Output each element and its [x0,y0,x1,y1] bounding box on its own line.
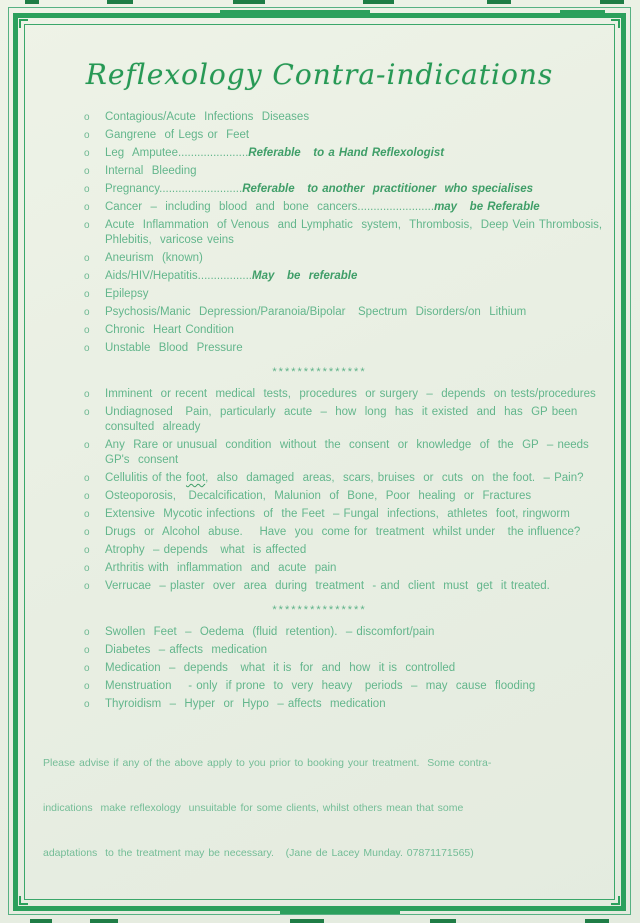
footer-note [43,726,583,891]
bullet-marker: o [84,148,90,159]
section-separator: *************** [272,366,367,378]
bullet-marker: o [84,271,90,282]
bullet-marker: o [84,389,90,400]
list-item-text: Diabetes – affects medication [105,644,268,656]
page-title: Reflexology Contra-indications [85,58,554,91]
page-content [26,25,613,899]
bullet-marker: o [84,184,90,195]
list-item [84,579,607,594]
list-item-text: Atrophy – depends what is affected [105,544,307,556]
border-tab [290,919,324,923]
list-item-text: Internal Bleeding [105,165,197,177]
list-item [84,525,607,540]
bullet-marker: o [84,407,90,418]
bullet-marker: o [84,627,90,638]
border-bump [280,910,400,914]
list-item [84,305,607,320]
contraindications-list-adaptations [84,625,607,712]
list-item-text: Unstable Blood Pressure [105,342,243,354]
list-item [84,661,607,676]
list-item [84,507,607,522]
list-item-text: Epilepsy [105,288,149,300]
list-item-text: Acute Inflammation of Venous and Lymphatic system, Thrombosis, Deep Vein Thrombosis, Phlebitis, varicose veins [105,219,611,246]
border-bump [220,10,370,14]
list-item [84,269,607,284]
list-item-text: Leg Amputee......................Referable to a Hand Reflexologist [105,147,445,159]
bullet-marker: o [84,663,90,674]
border-tab [30,919,52,923]
list-item-text: Cancer – including blood and bone cancers........................may be Referable [105,201,540,213]
list-item [84,200,607,215]
list-item [84,128,607,143]
list-item [84,543,607,558]
border-tab [430,919,456,923]
list-item [84,218,611,248]
list-item [84,251,607,266]
list-item-text: Medication – depends what it is for and how it is controlled [105,662,456,674]
border-tab [600,0,624,4]
list-item [84,489,607,504]
bullet-marker: o [84,220,90,231]
bullet-marker: o [84,130,90,141]
list-item [84,164,607,179]
border-tab [233,0,265,4]
bullet-marker: o [84,527,90,538]
contraindications-list-absolute [84,110,611,356]
list-item-text: Aneurism (known) [105,252,203,264]
list-item [84,679,607,694]
border-tab [107,0,133,4]
list-item-text: Thyroidism – Hyper or Hypo – affects medication [105,698,386,710]
bullet-marker: o [84,509,90,520]
list-item-text: Contagious/Acute Infections Diseases [105,111,310,123]
list-item [84,438,607,468]
bullet-marker: o [84,473,90,484]
border-bump [560,10,605,14]
footer-line: Please advise if any of the above apply to you prior to booking your treatment. Some contra- [43,757,492,769]
list-item [84,110,607,125]
list-item [84,625,607,640]
bullet-marker: o [84,112,90,123]
list-item [84,697,607,712]
list-item-text: Aids/HIV/Hepatitis.................May be referable [105,270,358,282]
list-item-text: Menstruation - only if prone to very heavy periods – may cause flooding [105,680,536,692]
list-item [84,323,607,338]
list-item [84,182,607,197]
bullet-marker: o [84,645,90,656]
bullet-marker: o [84,289,90,300]
footer-line: adaptations to the treatment may be necessary. (Jane de Lacey Munday. 07871171565) [43,847,474,859]
list-item [84,287,607,302]
list-item-text: Cellulitis of the foot, also damaged areas, scars, bruises or cuts on the foot. – Pain? [105,472,584,484]
list-item-text: Imminent or recent medical tests, procedures or surgery – depends on tests/procedures [105,388,596,400]
list-item-text: Extensive Mycotic infections of the Feet – Fungal infections, athletes foot, ringworm [105,508,570,520]
list-item [84,561,607,576]
list-item-text: Arthritis with inflammation and acute pain [105,562,337,574]
bullet-marker: o [84,253,90,264]
list-item-text: Drugs or Alcohol abuse. Have you come for treatment whilst under the influence? [105,526,581,538]
bullet-marker: o [84,699,90,710]
bullet-marker: o [84,681,90,692]
bullet-marker: o [84,440,90,451]
border-tab [363,0,394,4]
section-separator: *************** [272,604,367,616]
list-item [84,387,607,402]
list-item-text: Psychosis/Manic Depression/Paranoia/Bipolar Spectrum Disorders/on Lithium [105,306,527,318]
bullet-marker: o [84,563,90,574]
list-item [84,146,607,161]
list-item [84,643,607,658]
list-item-text: Any Rare or unusual condition without the consent or knowledge of the GP – needs GP's consent [105,439,598,466]
bullet-marker: o [84,166,90,177]
bullet-marker: o [84,202,90,213]
list-item [84,471,607,486]
list-item-text: Verrucae – plaster over area during treatment - and client must get it treated. [105,580,550,592]
bullet-marker: o [84,491,90,502]
border-tab [585,919,609,923]
bullet-marker: o [84,581,90,592]
border-tab [487,0,511,4]
bullet-marker: o [84,325,90,336]
list-item-text: Undiagnosed Pain, particularly acute – how long has it existed and has GP been consulted already [105,406,586,433]
bullet-marker: o [84,545,90,556]
list-item [84,341,607,356]
footer-line: indications make reflexology unsuitable for some clients, whilst others mean that some [43,802,464,814]
list-item-text: Osteoporosis, Decalcification, Malunion of Bone, Poor healing or Fractures [105,490,532,502]
list-item-text: Gangrene of Legs or Feet [105,129,250,141]
list-item [84,405,607,435]
bullet-marker: o [84,307,90,318]
list-item-text: Swollen Feet – Oedema (fluid retention). – discomfort/pain [105,626,435,638]
bullet-marker: o [84,343,90,354]
list-item-text: Chronic Heart Condition [105,324,234,336]
contraindications-list-conditional [84,387,607,594]
border-tab [90,919,118,923]
list-item-text: Pregnancy..........................Referable to another practitioner who specialises [105,183,534,195]
border-tab [25,0,39,4]
